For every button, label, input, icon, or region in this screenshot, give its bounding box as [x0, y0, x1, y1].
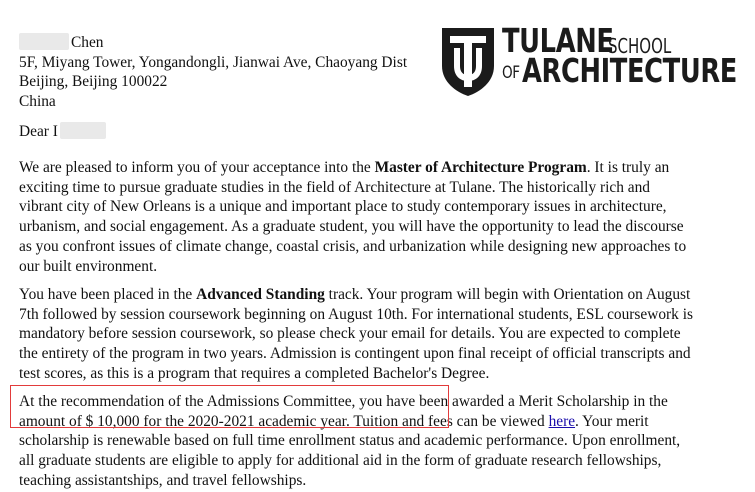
p1-line-1-end: . It is truly an: [586, 159, 670, 176]
p3-line-1: At the recommendation of the Admissions Committee, you have been awarded a Merit Scholarship in the: [19, 393, 668, 410]
recipient-name-suffix: Chen: [71, 34, 104, 51]
p3-line-5: teaching assistantships, and travel fellowships.: [19, 471, 307, 489]
p3-line-4: all graduate students are eligible to apply for additional aid in the form of graduate research fellowships,: [19, 452, 662, 470]
logo-word-school: SCHOOL: [608, 34, 672, 58]
program-name: Master of Architecture Program: [374, 159, 587, 176]
track-name: Advanced Standing: [196, 286, 325, 303]
logo-word-of: OF: [502, 63, 520, 83]
scholarship-paragraph: [19, 392, 731, 491]
p1-line-6: our built environment.: [19, 257, 158, 275]
p2-line-2: 7th followed by session coursework beginning on August 10th. For international students, ESL coursework is: [19, 305, 693, 323]
logo-word-tulane: TULANE: [502, 21, 614, 60]
tuition-fees-link[interactable]: here: [548, 412, 576, 430]
p3-line-2-text: amount of $ 10,000 for the 2020-2021 academic year. Tuition and fees can be viewed: [19, 412, 549, 430]
p3-line-3: scholarship is renewable based on full time enrollment status and academic performance. Upon enrollment,: [19, 432, 681, 450]
recipient-name-line: [19, 33, 449, 53]
p1-line-1-text: We are pleased to inform you of your acceptance into the: [19, 159, 375, 176]
p3-line-2-end: . Your merit: [575, 412, 649, 430]
redacted-name: [19, 33, 69, 50]
address-line-1: 5F, Miyang Tower, Yongandongli, Jianwai Ave, Chaoyang Dist: [19, 53, 408, 71]
address-line-3: China: [19, 93, 56, 111]
p2-line-4: the entirety of the program in two years. Admission is contingent upon final receipt of official transcripts and: [19, 345, 691, 363]
p1-line-5: as you confront issues of climate change, coastal crisis, and urbanization while designing new approaches to: [19, 237, 687, 255]
p2-line-1-end: track. Your program will begin with Orientation on August: [324, 286, 691, 303]
p2-line-3: mandatory before session coursework, so please check your email for details. You are expected to complete: [19, 325, 681, 343]
p1-line-1: [19, 158, 731, 178]
p2-line-1-text: You have been placed in the: [19, 286, 197, 303]
track-paragraph: [19, 285, 731, 384]
recipient-address: [19, 33, 449, 112]
tulane-logo: [440, 21, 737, 98]
p2-line-5: test scores, as this is a program that requires a completed Bachelor's Degree.: [19, 364, 490, 382]
logo-word-architecture: ARCHITECTURE: [522, 51, 737, 90]
p3-line-2: [19, 412, 731, 432]
p2-line-1: [19, 285, 731, 305]
tulane-shield-icon: [440, 26, 496, 98]
address-line-2: Beijing, Beijing 100022: [19, 73, 168, 91]
salutation: [19, 122, 106, 142]
p1-line-2: exciting time to pursue graduate studies in the field of Architecture at Tulane. The historically rich and: [19, 178, 650, 196]
acceptance-paragraph: [19, 158, 731, 276]
p1-line-4: urbanism, and social engagement. As a graduate student, you will have the opportunity to lead the discourse: [19, 218, 684, 236]
p1-line-3: vibrant city of New Orleans is a unique and important place to study contemporary issues in architecture,: [19, 198, 667, 216]
redacted-salutation-name: [60, 122, 106, 139]
salutation-prefix: Dear I: [19, 123, 58, 140]
